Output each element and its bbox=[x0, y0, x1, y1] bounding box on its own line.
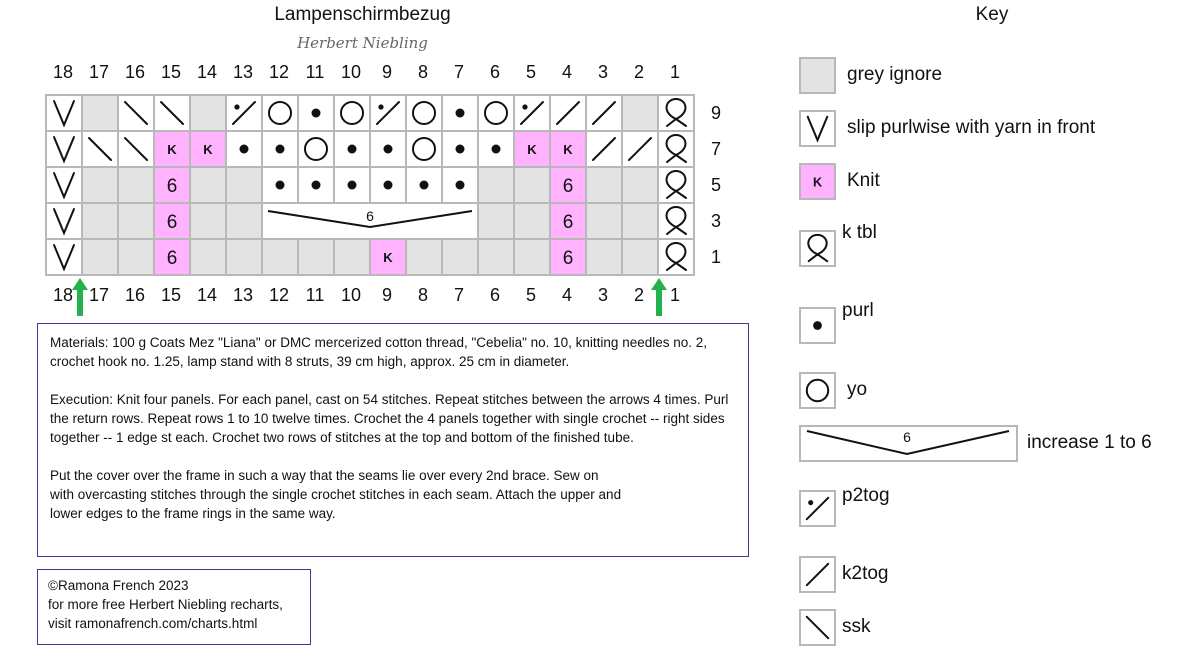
column-number: 1 bbox=[669, 285, 680, 305]
column-number: 14 bbox=[196, 285, 218, 305]
knit-letter: K bbox=[203, 142, 213, 157]
stitch-chart bbox=[45, 94, 697, 276]
column-number: 9 bbox=[381, 285, 392, 305]
stitch-cell-purl bbox=[298, 167, 334, 203]
column-number: 5 bbox=[525, 285, 536, 305]
repeat-arrow-left bbox=[72, 278, 88, 316]
column-number: 13 bbox=[232, 285, 254, 305]
six-label: 6 bbox=[166, 248, 178, 269]
column-number: 15 bbox=[160, 285, 182, 305]
key-symbol-increase bbox=[799, 425, 1019, 463]
stitch-cell-knit bbox=[190, 131, 226, 167]
stitch-cell-grey bbox=[622, 167, 658, 203]
stitch-cell-purl bbox=[370, 167, 406, 203]
key-symbol-ktbl bbox=[799, 230, 837, 268]
six-label: 6 bbox=[166, 212, 178, 233]
column-number: 12 bbox=[268, 285, 290, 305]
column-number: 3 bbox=[597, 62, 608, 82]
stitch-cell-six bbox=[550, 239, 586, 275]
stitch-cell-grey bbox=[622, 95, 658, 131]
row-number: 5 bbox=[711, 175, 722, 195]
svg-text:6: 6 bbox=[903, 429, 911, 445]
key-label-grey: grey ignore bbox=[847, 64, 943, 85]
stitch-cell-grey bbox=[118, 203, 154, 239]
key-title: Key bbox=[975, 4, 1009, 25]
stitch-cell-grey bbox=[514, 239, 550, 275]
column-number: 16 bbox=[124, 285, 146, 305]
key-label-k2tog: k2tog bbox=[842, 563, 889, 584]
stitch-cell-grey bbox=[226, 203, 262, 239]
column-number: 16 bbox=[124, 62, 146, 82]
website-line: visit ramonafrench.com/charts.html bbox=[48, 616, 258, 631]
stitch-cell-six bbox=[154, 239, 190, 275]
column-number: 7 bbox=[453, 62, 464, 82]
six-label: 6 bbox=[166, 176, 178, 197]
key-label-yo: yo bbox=[847, 379, 868, 400]
stitch-cell-ssk bbox=[82, 131, 118, 167]
column-number: 1 bbox=[669, 62, 680, 82]
stitch-cell-grey bbox=[514, 203, 550, 239]
key-symbol-purl bbox=[799, 307, 837, 345]
stitch-cell-yo bbox=[406, 131, 442, 167]
stitch-cell-grey bbox=[586, 239, 622, 275]
column-number: 8 bbox=[417, 62, 428, 82]
stitch-cell-grey bbox=[118, 239, 154, 275]
stitch-cell-grey bbox=[406, 239, 442, 275]
column-number: 10 bbox=[340, 62, 362, 82]
key-symbol-k2tog bbox=[799, 556, 837, 594]
stitch-cell-grey bbox=[226, 167, 262, 203]
credit-box bbox=[37, 569, 311, 645]
column-number: 8 bbox=[417, 285, 428, 305]
stitch-cell-purl bbox=[334, 131, 370, 167]
stitch-cell-purl bbox=[442, 167, 478, 203]
stitch-cell-p2tog bbox=[226, 95, 262, 131]
stitch-cell-purl bbox=[262, 167, 298, 203]
column-number: 6 bbox=[489, 285, 500, 305]
stitch-cell-ktbl bbox=[658, 239, 694, 275]
stitch-cell-six bbox=[154, 167, 190, 203]
stitch-cell-grey bbox=[190, 239, 226, 275]
stitch-cell-grey bbox=[82, 203, 118, 239]
column-number: 6 bbox=[489, 62, 500, 82]
column-number: 17 bbox=[88, 62, 110, 82]
repeat-arrow-right bbox=[651, 278, 667, 316]
column-number: 2 bbox=[633, 285, 644, 305]
stitch-cell-grey bbox=[82, 167, 118, 203]
key-label-inc: increase 1 to 6 bbox=[1027, 432, 1152, 453]
stitch-cell-grey bbox=[478, 203, 514, 239]
key-symbol-knit bbox=[799, 163, 837, 201]
column-number: 5 bbox=[525, 62, 536, 82]
stitch-cell-grey bbox=[190, 203, 226, 239]
stitch-cell-purl bbox=[478, 131, 514, 167]
stitch-cell-knit bbox=[154, 131, 190, 167]
key-label-slip: slip purlwise with yarn in front bbox=[847, 117, 1096, 138]
knit-letter: K bbox=[527, 142, 537, 157]
stitch-cell-k2tog bbox=[622, 131, 658, 167]
key-label-p2tog: p2tog bbox=[842, 485, 890, 506]
stitch-cell-ktbl bbox=[658, 203, 694, 239]
stitch-cell-grey bbox=[118, 167, 154, 203]
chart-author: Herbert Niebling bbox=[297, 34, 428, 52]
column-number: 2 bbox=[633, 62, 644, 82]
stitch-cell-purl bbox=[226, 131, 262, 167]
stitch-cell-grey bbox=[442, 239, 478, 275]
column-number: 10 bbox=[340, 285, 362, 305]
stitch-cell-ktbl bbox=[658, 167, 694, 203]
stitch-cell-yo bbox=[478, 95, 514, 131]
row-number: 9 bbox=[711, 103, 722, 123]
column-number: 14 bbox=[196, 62, 218, 82]
stitch-cell-grey bbox=[478, 167, 514, 203]
column-number: 18 bbox=[52, 62, 74, 82]
key-symbol-ssk bbox=[799, 609, 837, 647]
finishing-text: Put the cover over the frame in such a way that the seams lie over every 2nd brace. Sew on with overcasting stitches through the single crochet stitches in each seam. Attach the upper and lower edges to the frame rings in the same way. bbox=[50, 468, 622, 521]
stitch-cell-yo bbox=[334, 95, 370, 131]
stitch-cell-grey bbox=[514, 167, 550, 203]
stitch-cell-ssk bbox=[154, 95, 190, 131]
chart-title: Lampenschirmbezug bbox=[274, 4, 451, 25]
stitch-cell-grey bbox=[586, 203, 622, 239]
key-label-ktbl: k tbl bbox=[842, 222, 877, 243]
stitch-cell-purl bbox=[442, 95, 478, 131]
column-number: 3 bbox=[597, 285, 608, 305]
stitch-cell-grey bbox=[298, 239, 334, 275]
stitch-cell-grey bbox=[82, 95, 118, 131]
six-label: 6 bbox=[562, 248, 574, 269]
row-number: 7 bbox=[711, 139, 722, 159]
stitch-cell-knit bbox=[550, 131, 586, 167]
column-number: 13 bbox=[232, 62, 254, 82]
stitch-cell-purl bbox=[262, 131, 298, 167]
execution-text: Execution: Knit four panels. For each panel, cast on 54 stitches. Repeat stitches between the arrows 4 times. Purl the return rows. Repeat rows 1 to 10 twelve times. Crochet the 4 panels together with single crochet -- right sides together -- 1 edge st each. Crochet two rows of stitches at the top and bottom of the finished tube. bbox=[50, 392, 729, 445]
column-number: 18 bbox=[52, 285, 74, 305]
stitch-cell-grey bbox=[334, 239, 370, 275]
key-symbol-grey bbox=[799, 57, 837, 95]
stitch-cell-k2tog bbox=[550, 95, 586, 131]
stitch-cell-grey bbox=[622, 239, 658, 275]
stitch-cell-k2tog bbox=[586, 95, 622, 131]
stitch-cell-slip bbox=[46, 95, 82, 131]
column-number: 17 bbox=[88, 285, 110, 305]
stitch-cell-slip bbox=[46, 167, 82, 203]
stitch-cell-grey bbox=[586, 167, 622, 203]
stitch-cell-purl bbox=[370, 131, 406, 167]
stitch-cell-p2tog bbox=[514, 95, 550, 131]
column-number: 11 bbox=[305, 285, 325, 305]
stitch-cell-k2tog bbox=[586, 131, 622, 167]
key-label-purl: purl bbox=[842, 300, 874, 321]
column-number: 12 bbox=[268, 62, 290, 82]
knit-letter: K bbox=[167, 142, 177, 157]
stitch-cell-slip bbox=[46, 203, 82, 239]
copyright-line: ©Ramona French 2023 bbox=[48, 578, 189, 593]
row-number: 3 bbox=[711, 211, 722, 231]
stitch-cell-grey bbox=[190, 95, 226, 131]
stitch-cell-purl bbox=[406, 167, 442, 203]
stitch-cell-grey bbox=[478, 239, 514, 275]
increase-label: 6 bbox=[366, 208, 374, 224]
column-number: 7 bbox=[453, 285, 464, 305]
stitch-cell-ktbl bbox=[658, 95, 694, 131]
key-symbol-yo bbox=[799, 372, 837, 410]
stitch-cell-ssk bbox=[118, 131, 154, 167]
knit-letter: K bbox=[812, 175, 823, 190]
stitch-cell-six bbox=[550, 203, 586, 239]
knit-letter: K bbox=[563, 142, 573, 157]
stitch-cell-grey bbox=[262, 239, 298, 275]
stitch-cell-knit bbox=[514, 131, 550, 167]
stitch-cell-increase bbox=[262, 203, 478, 239]
stitch-cell-knit bbox=[370, 239, 406, 275]
stitch-cell-grey bbox=[190, 167, 226, 203]
stitch-cell-purl bbox=[334, 167, 370, 203]
key-label-ssk: ssk bbox=[842, 616, 871, 637]
column-number: 11 bbox=[305, 62, 325, 82]
materials-text: Materials: 100 g Coats Mez "Liana" or DMC mercerized cotton thread, "Cebelia" no. 10, knitting needles no. 2, crochet hook no. 1.25, lamp stand with 8 struts, 39 cm high, approx. 25 cm in diameter. bbox=[50, 335, 708, 369]
six-label: 6 bbox=[562, 176, 574, 197]
stitch-cell-six bbox=[154, 203, 190, 239]
stitch-cell-purl bbox=[298, 95, 334, 131]
knit-letter: K bbox=[383, 250, 393, 265]
stitch-cell-ktbl bbox=[658, 131, 694, 167]
column-number: 4 bbox=[561, 62, 572, 82]
stitch-cell-yo bbox=[262, 95, 298, 131]
stitch-cell-purl bbox=[442, 131, 478, 167]
key-symbol-slip bbox=[799, 110, 837, 148]
column-number: 15 bbox=[160, 62, 182, 82]
key-symbol-p2tog bbox=[799, 490, 837, 528]
stitch-cell-p2tog bbox=[370, 95, 406, 131]
stitch-cell-yo bbox=[298, 131, 334, 167]
row-number: 1 bbox=[711, 247, 722, 267]
stitch-cell-grey bbox=[226, 239, 262, 275]
stitch-cell-slip bbox=[46, 131, 82, 167]
credit-line: for more free Herbert Niebling recharts, bbox=[48, 597, 283, 612]
column-number: 4 bbox=[561, 285, 572, 305]
stitch-cell-slip bbox=[46, 239, 82, 275]
key-label-knit: Knit bbox=[847, 170, 880, 191]
stitch-cell-grey bbox=[622, 203, 658, 239]
stitch-cell-grey bbox=[82, 239, 118, 275]
stitch-cell-yo bbox=[406, 95, 442, 131]
stitch-cell-ssk bbox=[118, 95, 154, 131]
column-number: 9 bbox=[381, 62, 392, 82]
six-label: 6 bbox=[562, 212, 574, 233]
instructions-box bbox=[37, 323, 749, 557]
stitch-cell-six bbox=[550, 167, 586, 203]
